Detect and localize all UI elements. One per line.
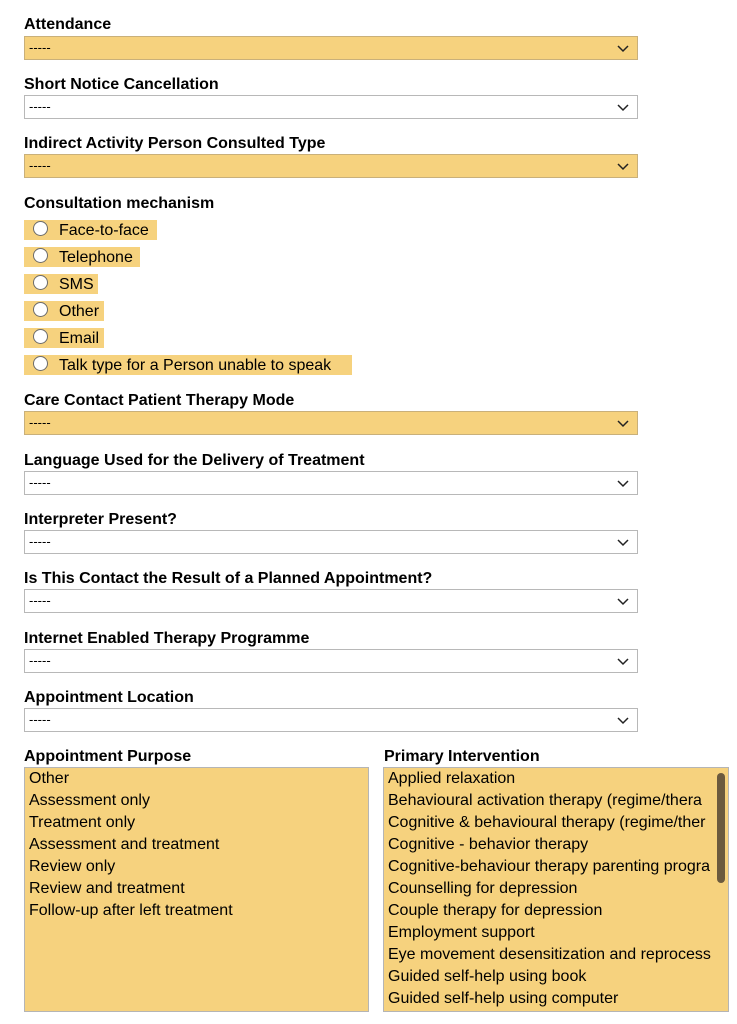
list-item[interactable]: Review only	[29, 858, 116, 875]
radio-circle-icon[interactable]	[33, 248, 48, 263]
list-item[interactable]: Guided self-help using computer	[388, 990, 619, 1007]
radio-label: Talk type for a Person unable to speak	[59, 357, 332, 374]
list-item[interactable]: Cognitive & behavioural therapy (regime/ther	[388, 814, 706, 831]
indirect-activity-value: -----	[29, 158, 51, 173]
appointment-location-value: -----	[29, 712, 51, 727]
chevron-down-icon	[617, 536, 629, 548]
list-item[interactable]: Cognitive-behaviour therapy parenting progra	[388, 858, 710, 875]
internet-therapy-select[interactable]	[24, 649, 638, 673]
list-item[interactable]: Treatment only	[29, 814, 136, 831]
radio-label: Email	[59, 330, 100, 347]
language-value: -----	[29, 475, 51, 490]
appointment-purpose-label: Appointment Purpose	[24, 748, 192, 765]
list-item[interactable]: Follow-up after left treatment	[29, 902, 233, 919]
radio-circle-icon[interactable]	[33, 302, 48, 317]
chevron-down-icon	[617, 160, 629, 172]
list-item[interactable]: Eye movement desensitization and reprocess	[388, 946, 711, 963]
radio-circle-icon[interactable]	[33, 275, 48, 290]
appointment-location-select[interactable]	[24, 708, 638, 732]
chevron-down-icon	[617, 595, 629, 607]
interpreter-select[interactable]	[24, 530, 638, 554]
chevron-down-icon	[617, 655, 629, 667]
radio-circle-icon[interactable]	[33, 221, 48, 236]
appointment-purpose-listbox[interactable]	[24, 767, 369, 1012]
chevron-down-icon	[617, 714, 629, 726]
language-select[interactable]	[24, 471, 638, 495]
primary-intervention-label: Primary Intervention	[384, 748, 540, 765]
interpreter-label: Interpreter Present?	[24, 511, 177, 528]
radio-label: SMS	[59, 276, 94, 293]
planned-appointment-value: -----	[29, 593, 51, 608]
therapy-mode-label: Care Contact Patient Therapy Mode	[24, 392, 295, 409]
therapy-mode-value: -----	[29, 415, 51, 430]
indirect-activity-label: Indirect Activity Person Consulted Type	[24, 135, 326, 152]
list-item[interactable]: Review and treatment	[29, 880, 185, 897]
scrollbar-thumb[interactable]	[717, 773, 725, 883]
list-item[interactable]: Counselling for depression	[388, 880, 578, 897]
attendance-label: Attendance	[24, 16, 112, 33]
list-item[interactable]: Cognitive - behavior therapy	[388, 836, 589, 853]
radio-other[interactable]	[24, 301, 104, 321]
radio-circle-icon[interactable]	[33, 329, 48, 344]
chevron-down-icon	[617, 101, 629, 113]
list-item[interactable]: Assessment and treatment	[29, 836, 220, 853]
primary-intervention-listbox[interactable]	[383, 767, 729, 1012]
radio-talk-type[interactable]	[24, 355, 352, 375]
list-item[interactable]: Employment support	[388, 924, 535, 941]
appointment-location-label: Appointment Location	[24, 689, 194, 706]
list-item[interactable]: Other	[29, 770, 70, 787]
list-item[interactable]: Guided self-help using book	[388, 968, 587, 985]
short-notice-value: -----	[29, 99, 51, 114]
radio-telephone[interactable]	[24, 247, 140, 267]
planned-appointment-label: Is This Contact the Result of a Planned Appointment?	[24, 570, 433, 587]
chevron-down-icon	[617, 477, 629, 489]
radio-email[interactable]	[24, 328, 104, 348]
radio-label: Telephone	[59, 249, 133, 266]
chevron-down-icon	[617, 42, 629, 54]
list-item[interactable]: Applied relaxation	[388, 770, 516, 787]
radio-label: Face-to-face	[59, 222, 149, 239]
list-item[interactable]: Behavioural activation therapy (regime/thera	[388, 792, 702, 809]
internet-therapy-value: -----	[29, 653, 51, 668]
language-label: Language Used for the Delivery of Treatment	[24, 452, 365, 469]
list-item[interactable]: Assessment only	[29, 792, 150, 809]
chevron-down-icon	[617, 417, 629, 429]
radio-face-to-face[interactable]	[24, 220, 157, 240]
short-notice-label: Short Notice Cancellation	[24, 76, 219, 93]
attendance-value: -----	[29, 40, 51, 55]
short-notice-select[interactable]	[24, 95, 638, 119]
list-item[interactable]: Couple therapy for depression	[388, 902, 603, 919]
therapy-mode-select[interactable]	[24, 411, 638, 435]
planned-appointment-select[interactable]	[24, 589, 638, 613]
interpreter-value: -----	[29, 534, 51, 549]
radio-label: Other	[59, 303, 100, 320]
radio-circle-icon[interactable]	[33, 356, 48, 371]
attendance-select[interactable]	[24, 36, 638, 60]
internet-therapy-label: Internet Enabled Therapy Programme	[24, 630, 310, 647]
indirect-activity-select[interactable]	[24, 154, 638, 178]
radio-sms[interactable]	[24, 274, 98, 294]
consultation-label: Consultation mechanism	[24, 195, 215, 212]
